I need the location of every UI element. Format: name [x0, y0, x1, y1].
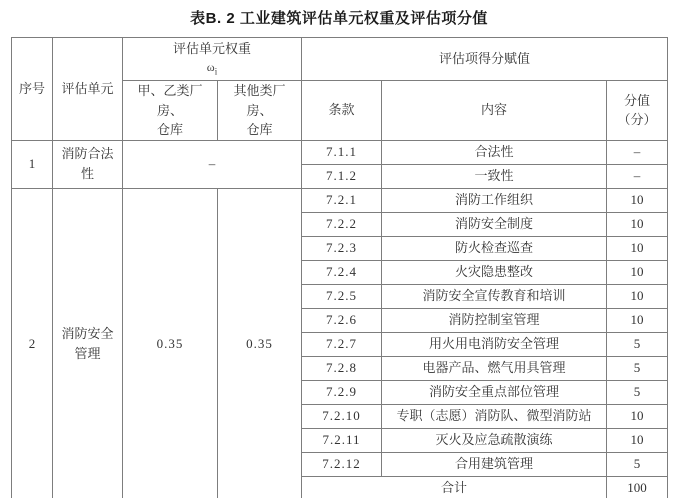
cell-content: 电器产品、燃气用具管理: [382, 356, 607, 380]
weight-symbol: $\omega_i$: [206, 60, 218, 77]
cell-score: 10: [607, 404, 668, 428]
cell-score: 5: [607, 356, 668, 380]
cell-weight-2a: 0.35: [123, 188, 218, 498]
header-row-1: [12, 38, 668, 81]
cell-clause: 7.2.8: [302, 356, 382, 380]
cell-score: 5: [607, 452, 668, 476]
cell-clause: 7.2.5: [302, 284, 382, 308]
cell-total-label: 合计: [302, 476, 607, 498]
header-weight-col2: 其他类厂房、 仓库: [218, 81, 302, 141]
cell-unit-1: 消防合法性: [53, 140, 123, 188]
cell-score: 10: [607, 188, 668, 212]
cell-unit-2: 消防安全管理: [53, 188, 123, 498]
table-title: 表B. 2 工业建筑评估单元权重及评估项分值: [190, 10, 488, 27]
cell-content: 一致性: [382, 164, 607, 188]
table-row: [12, 140, 668, 164]
header-content: 内容: [382, 81, 607, 141]
cell-content: 防火检查巡查: [382, 236, 607, 260]
cell-score: 10: [607, 308, 668, 332]
header-weight-col1: 甲、乙类厂房、 仓库: [123, 81, 218, 141]
header-serial: 序号: [12, 38, 53, 141]
header-weight-group: [123, 38, 302, 81]
cell-content: 消防安全宣传教育和培训: [382, 284, 607, 308]
cell-content: 灭火及应急疏散演练: [382, 428, 607, 452]
cell-serial-2: 2: [12, 188, 53, 498]
cell-clause: 7.2.1: [302, 188, 382, 212]
cell-clause: 7.2.10: [302, 404, 382, 428]
cell-content: 合法性: [382, 140, 607, 164]
cell-score: 10: [607, 284, 668, 308]
cell-clause: 7.2.6: [302, 308, 382, 332]
cell-score: 10: [607, 212, 668, 236]
cell-content: 消防安全制度: [382, 212, 607, 236]
cell-clause: 7.1.1: [302, 140, 382, 164]
header-unit: 评估单元: [53, 38, 123, 141]
cell-content: 用火用电消防安全管理: [382, 332, 607, 356]
header-score-group: 评估项得分赋值: [302, 38, 668, 81]
cell-score: –: [607, 164, 668, 188]
assessment-table: [11, 37, 668, 498]
cell-score: 10: [607, 260, 668, 284]
cell-score: 10: [607, 236, 668, 260]
cell-score: 10: [607, 428, 668, 452]
cell-content: 消防工作组织: [382, 188, 607, 212]
cell-weight-1: –: [123, 140, 302, 188]
cell-content: 消防控制室管理: [382, 308, 607, 332]
header-weight-title: 评估单元权重: [173, 40, 252, 56]
cell-clause: 7.1.2: [302, 164, 382, 188]
cell-clause: 7.2.12: [302, 452, 382, 476]
cell-serial-1: 1: [12, 140, 53, 188]
cell-clause: 7.2.4: [302, 260, 382, 284]
cell-content: 消防安全重点部位管理: [382, 380, 607, 404]
cell-content: 合用建筑管理: [382, 452, 607, 476]
cell-content: 专职（志愿）消防队、微型消防站: [382, 404, 607, 428]
cell-score: –: [607, 140, 668, 164]
cell-weight-2b: 0.35: [218, 188, 302, 498]
cell-content: 火灾隐患整改: [382, 260, 607, 284]
header-score-col: 分值 （分）: [607, 81, 668, 141]
cell-total-score: 100: [607, 476, 668, 498]
cell-score: 5: [607, 380, 668, 404]
cell-clause: 7.2.3: [302, 236, 382, 260]
cell-clause: 7.2.11: [302, 428, 382, 452]
cell-score: 5: [607, 332, 668, 356]
table-row: [12, 188, 668, 212]
header-clause: 条款: [302, 81, 382, 141]
cell-clause: 7.2.7: [302, 332, 382, 356]
cell-clause: 7.2.9: [302, 380, 382, 404]
cell-clause: 7.2.2: [302, 212, 382, 236]
